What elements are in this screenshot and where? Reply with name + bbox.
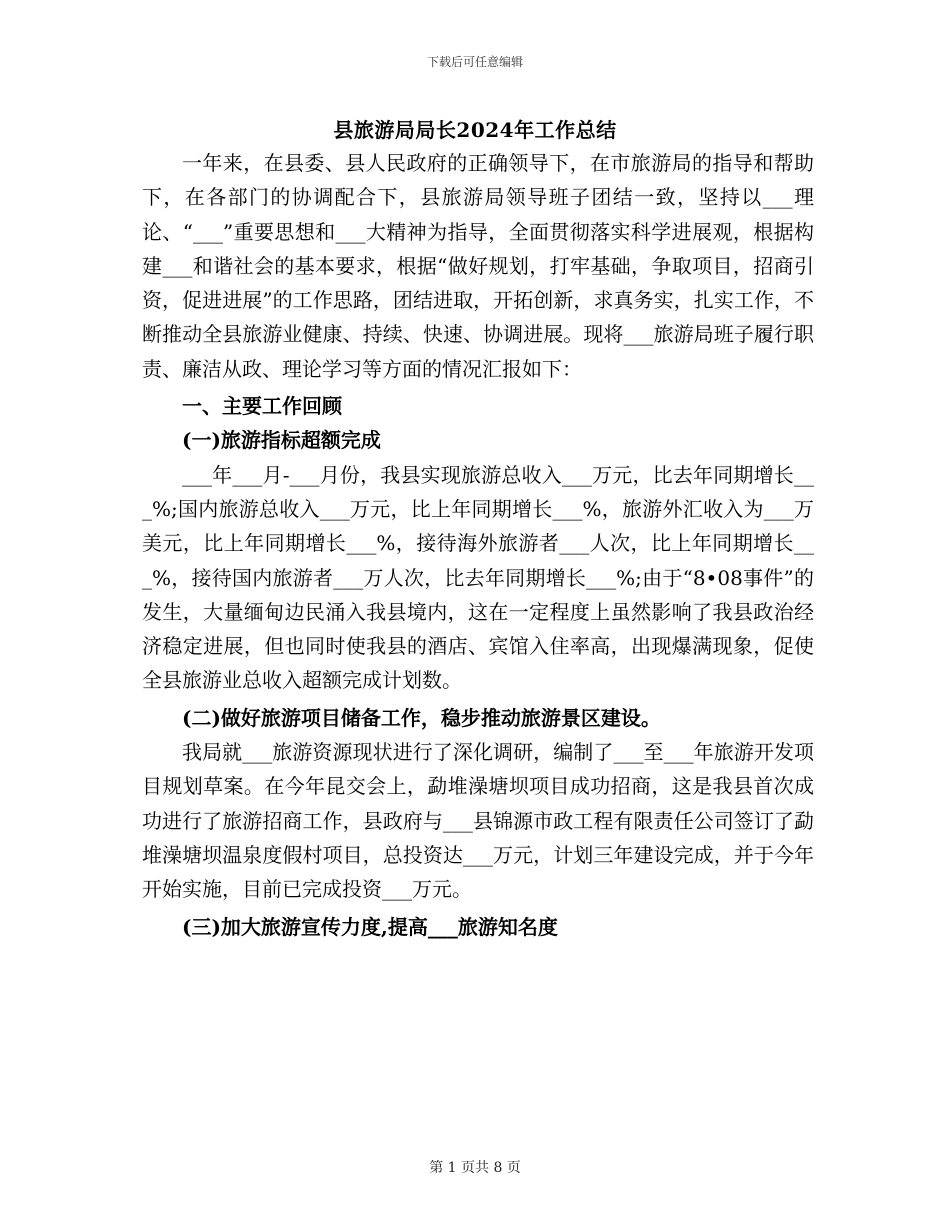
document-body xyxy=(142,146,814,944)
subsection-heading-2: (二)做好旅游项目储备工作，稳步推动旅游景区建设。 xyxy=(182,705,661,730)
section-heading-1: 一、主要工作回顾 xyxy=(182,394,342,419)
page-header: 下载后可任意编辑 xyxy=(426,55,523,69)
paragraph-tourism-indicators: ___年___月-___月份，我县实现旅游总收入___万元，比去年同期增长___%;国内旅游总收入___万元，比上年同期增长___%，旅游外汇收入为___万美元，比上年同期增长___%，接待海外旅游者___人次，比上年同期增长___%，接待国内旅游者___万人次，比去年同期增长___%;由于“8•08事件”的发生，大量缅甸边民涌入我县境内，这在一定程度上虽然影响了我县政治经济稳定进展，但也同时使我县的酒店、宾馆入住率高，出现爆满现象，促使全县旅游业总收入超额完成计划数。 xyxy=(142,462,814,693)
subsection-heading-3: (三)加大旅游宣传力度,提高___旅游知名度 xyxy=(182,914,558,939)
document-title: 县旅游局局长2024年工作总结 xyxy=(333,118,617,142)
page-footer: 第 1 页共 8 页 xyxy=(429,1160,521,1176)
paragraph-project-reserve: 我局就___旅游资源现状进行了深化调研，编制了___至___年旅游开发项目规划草案。在今年昆交会上，勐堆澡塘坝项目成功招商，这是我县首次成功进行了旅游招商工作，县政府与___县锦源市政工程有限责任公司签订了勐堆澡塘坝温泉度假村项目，总投资达___万元，计划三年建设完成，并于今年开始实施，目前已完成投资___万元。 xyxy=(142,740,814,902)
intro-paragraph: 一年来，在县委、县人民政府的正确领导下，在市旅游局的指导和帮助下，在各部门的协调配合下，县旅游局领导班子团结一致，坚持以___理论、“___”重要思想和___大精神为指导，全面贯彻落实科学进展观，根据构建___和谐社会的基本要求，根据“做好规划，打牢基础，争取项目，招商引资，促进进展”的工作思路，团结进取，开拓创新，求真务实，扎实工作，不断推动全县旅游业健康、持续、快速、协调进展。现将___旅游局班子履行职责、廉洁从政、理论学习等方面的情况汇报如下： xyxy=(142,151,814,381)
subsection-heading-1: (一)旅游指标超额完成 xyxy=(182,428,381,453)
